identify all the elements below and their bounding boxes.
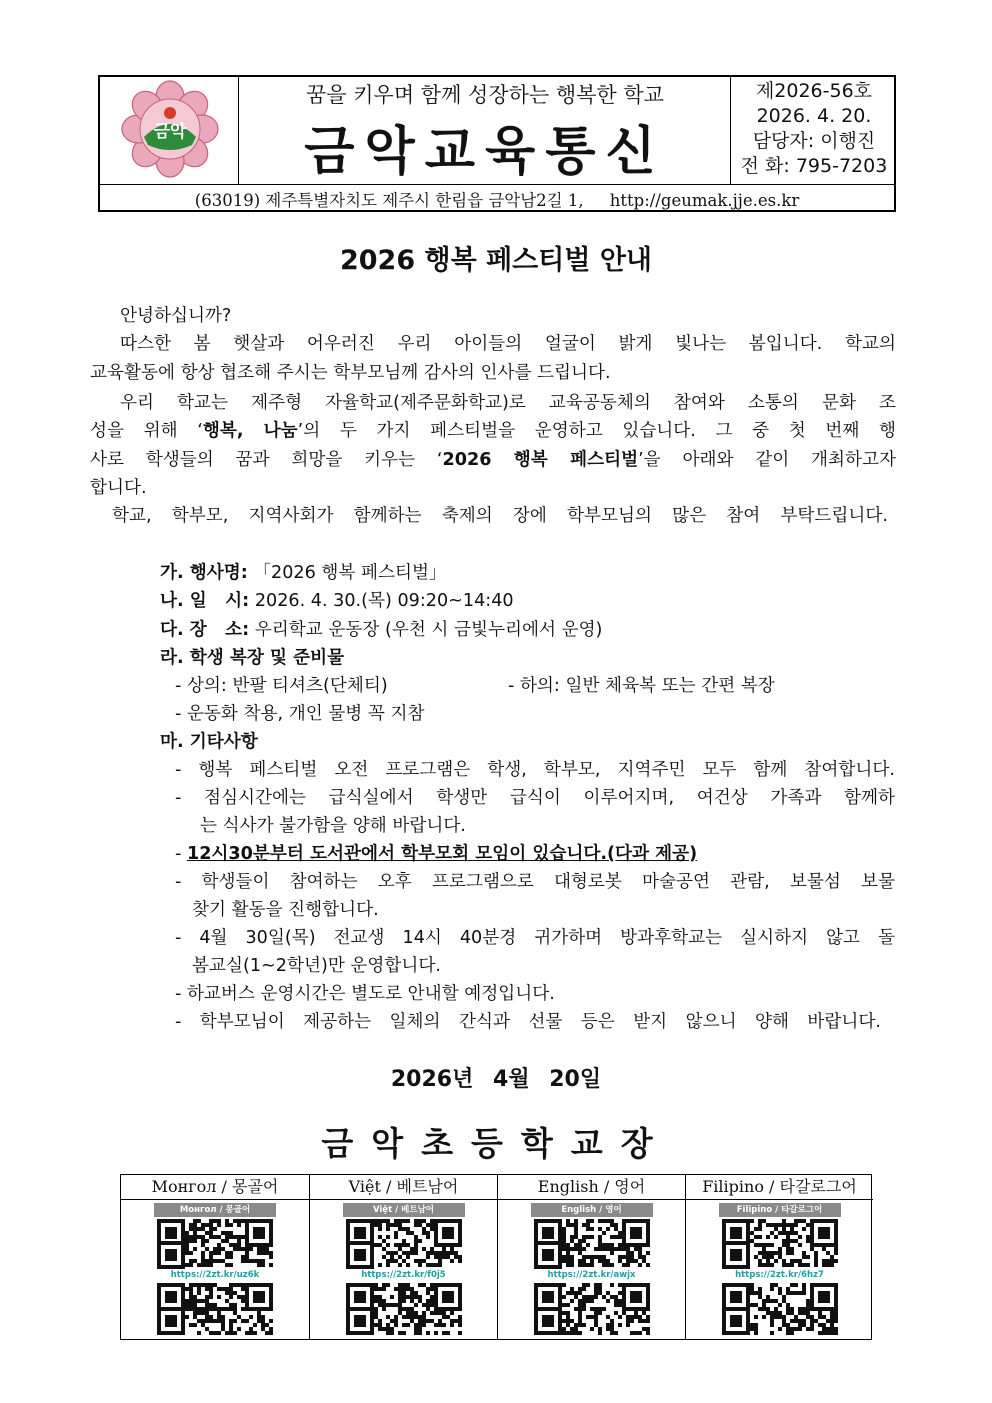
etc-5-line1: - 4월 30일(목) 전교생 14시 40분경 귀가하며 방과후학교는 실시하지 않고 돌 — [175, 928, 895, 948]
newsletter-title: 금악교육통신 — [304, 122, 666, 182]
intro-p3: 학교, 학부모, 지역사회가 함께하는 축제의 장에 학부모님의 많은 참여 부탁드립니다. — [112, 506, 888, 526]
school-logo — [114, 79, 226, 179]
qr-url[interactable]: https://2zt.kr/awjx — [547, 1270, 636, 1280]
manager: 담당자: 이행진 — [752, 130, 876, 152]
intro-p2-line3: 사로 학생들의 꿈과 희망을 키우는 ‘2026 행복 페스티벌’을 아래와 같이 개최하고자 — [90, 450, 896, 470]
qr-url[interactable]: https://2zt.kr/6hz7 — [735, 1270, 824, 1280]
qr-english[interactable] — [497, 1175, 685, 1339]
etc-5-line2: 봄교실(1~2학년)만 운영합니다. — [192, 956, 441, 976]
qr-code-icon[interactable] — [721, 1283, 839, 1335]
qr-url[interactable]: https://2zt.kr/f0j5 — [361, 1270, 446, 1280]
item-datetime: 나. 일 시: 2026. 4. 30.(목) 09:20~14:40 — [160, 591, 514, 611]
intro-p2-line4: 합니다. — [90, 478, 147, 498]
intro-p2-line2: 성을 위해 ‘행복, 나눔’의 두 가지 페스티벌을 운영하고 있습니다. 그 중 첫 번째 행 — [90, 421, 896, 441]
logo-text: 금악 — [153, 122, 187, 142]
qr-code-icon[interactable] — [156, 1283, 274, 1335]
qr-header: Việt / 베트남어 — [310, 1175, 497, 1200]
etc-3: - 12시30분부터 도서관에서 학부모회 모임이 있습니다.(다과 제공) — [175, 844, 698, 864]
qr-code-icon[interactable] — [345, 1283, 463, 1335]
qr-code-icon[interactable] — [721, 1219, 839, 1269]
qr-tag: Việt / 베트남어 — [343, 1203, 465, 1217]
newsletter-header — [98, 75, 896, 212]
etc-2-line1: - 점심시간에는 급식실에서 학생만 급식이 이루어지며, 여건상 가족과 함께하 — [175, 788, 895, 808]
qr-code-icon[interactable] — [533, 1219, 651, 1269]
qr-vietnamese[interactable] — [309, 1175, 497, 1339]
qr-code-icon[interactable] — [533, 1283, 651, 1335]
qr-tag: Filipino / 타갈로그어 — [719, 1203, 841, 1217]
item-etc-heading: 마. 기타사항 — [160, 732, 258, 752]
qr-mongolian[interactable] — [121, 1175, 309, 1339]
qr-tag: English / 영어 — [531, 1203, 653, 1217]
qr-header: English / 영어 — [498, 1175, 685, 1200]
etc-4-line2: 찾기 활동을 진행합니다. — [192, 900, 379, 920]
school-address: (63019) 제주특별자치도 제주시 한림읍 금악남2길 1, http://geumak.jje.es.kr — [194, 191, 800, 210]
intro-p1-line2: 교육활동에 항상 협조해 주시는 학부모님께 감사의 인사를 드립니다. — [90, 363, 611, 383]
etc-1: - 행복 페스티벌 오전 프로그램은 학생, 학부모, 지역주민 모두 함께 참여합니다. — [175, 760, 895, 780]
qr-header: Монгол / 몽골어 — [121, 1175, 309, 1200]
etc-7: - 학부모님이 제공하는 일체의 간식과 선물 등은 받지 않으니 양해 바랍니다. — [175, 1012, 881, 1032]
qr-url[interactable]: https://2zt.kr/uz6k — [170, 1270, 260, 1280]
dress-bottom: - 하의: 일반 체육복 또는 간편 복장 — [508, 676, 775, 696]
qr-code-icon[interactable] — [345, 1219, 463, 1269]
dress-shoes: - 운동화 착용, 개인 물병 꼭 지참 — [175, 704, 425, 724]
qr-filipino[interactable] — [685, 1175, 873, 1339]
intro-p2-line1: 우리 학교는 제주형 자율학교(제주문화학교)로 교육공동체의 참여와 소통의 문화 조 — [120, 393, 896, 413]
qr-header: Filipino / 타갈로그어 — [686, 1175, 873, 1200]
dress-top: - 상의: 반팔 티셔츠(단체티) — [175, 676, 388, 696]
item-dress-heading: 라. 학생 복장 및 준비물 — [160, 648, 345, 668]
etc-6: - 하교버스 운영시간은 별도로 안내할 예정입니다. — [175, 984, 555, 1004]
greeting: 안녕하십니까? — [120, 306, 232, 326]
school-slogan: 꿈을 키우며 함께 성장하는 행복한 학교 — [306, 83, 664, 107]
issue-date: 2026. 4. 20. — [756, 105, 872, 127]
intro-p1-line1: 따스한 봄 햇살과 어우러진 우리 아이들의 얼굴이 밝게 빛나는 봄입니다. 학교의 — [120, 334, 896, 354]
item-location: 다. 장 소: 우리학교 운동장 (우천 시 금빛누리에서 운영) — [160, 620, 603, 640]
translation-qr-table — [120, 1174, 872, 1340]
issue-number: 제2026-56호 — [755, 80, 873, 102]
etc-2-line2: 는 식사가 불가함을 양해 바랍니다. — [200, 816, 466, 836]
document-title: 2026 행복 페스티벌 안내 — [339, 245, 652, 276]
item-event-name: 가. 행사명: 「2026 행복 페스티벌」 — [160, 563, 447, 583]
etc-4-line1: - 학생들이 참여하는 오후 프로그램으로 대형로봇 마술공연 관람, 보물섬 보물 — [175, 872, 895, 892]
qr-tag: Монгол / 몽골어 — [154, 1203, 276, 1217]
phone: 전 화: 795-7203 — [740, 155, 888, 177]
closing-date: 2026년 4월 20일 — [390, 1067, 602, 1092]
principal-signature: 금악초등학교장 — [321, 1124, 671, 1163]
qr-code-icon[interactable] — [156, 1219, 274, 1269]
issue-info — [732, 79, 896, 179]
